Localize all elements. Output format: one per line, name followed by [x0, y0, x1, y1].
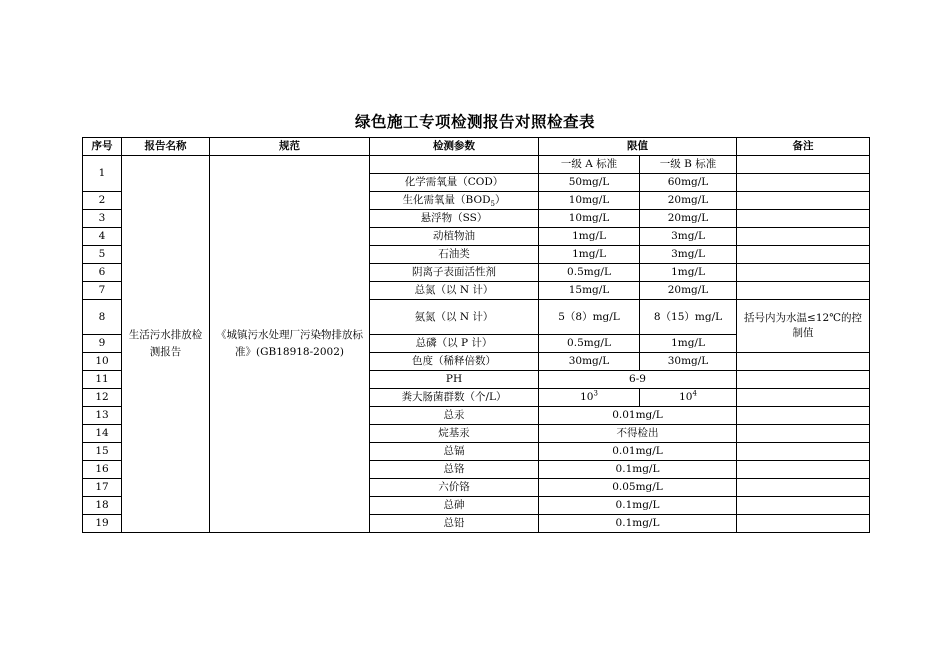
parameter-cell	[370, 407, 539, 425]
parameter-label: 化学需氧量（COD）	[404, 176, 504, 188]
limit-value-cell: 0.01mg/L	[539, 407, 737, 425]
limit-b-cell: 1mg/L	[640, 335, 737, 353]
parameter-cell	[370, 228, 539, 246]
limit-a-cell: 50mg/L	[539, 174, 640, 192]
limit-value-cell: 0.1mg/L	[539, 515, 737, 533]
table-row	[83, 156, 870, 174]
parameter-cell	[370, 389, 539, 407]
parameter-cell	[370, 264, 539, 282]
parameter-cell	[370, 371, 539, 389]
parameter-label: PH	[445, 373, 463, 385]
limit-b-cell: 20mg/L	[640, 282, 737, 300]
header-standard: 规范	[210, 138, 370, 156]
limit-a-cell: 5（8）mg/L	[539, 300, 640, 335]
remark-cell	[737, 246, 870, 264]
parameter-cell	[370, 515, 539, 533]
page-title: 绿色施工专项检测报告对照检查表	[354, 113, 595, 131]
limit-b-cell: 3mg/L	[640, 228, 737, 246]
limit-b-cell: 20mg/L	[640, 210, 737, 228]
parameter-cell	[370, 479, 539, 497]
header-report-name: 报告名称	[122, 138, 210, 156]
remark-cell	[737, 228, 870, 246]
parameter-label: 阴离子表面活性剂	[412, 266, 496, 278]
row-number: 13	[83, 407, 122, 425]
limit-value-cell: 0.1mg/L	[539, 497, 737, 515]
remark-cell	[737, 461, 870, 479]
limit-a-cell: 0.5mg/L	[539, 264, 640, 282]
remark-cell	[737, 497, 870, 515]
limit-a-cell: 30mg/L	[539, 353, 640, 371]
limit-a-cell: 0.5mg/L	[539, 335, 640, 353]
header-row	[83, 138, 870, 156]
limit-b-cell: 3mg/L	[640, 246, 737, 264]
parameter-cell	[370, 174, 539, 192]
row-number: 5	[83, 246, 122, 264]
remark-cell	[737, 425, 870, 443]
parameter-cell	[370, 246, 539, 264]
remark-cell	[737, 210, 870, 228]
limit-b-cell	[640, 389, 737, 407]
parameter-label: 总铅	[443, 517, 465, 529]
parameter-label: 总镉	[443, 445, 465, 457]
parameter-label: 总磷（以 P 计）	[415, 337, 493, 349]
row-number: 14	[83, 425, 122, 443]
remark-cell	[737, 407, 870, 425]
parameter-label: 六价铬	[438, 481, 470, 493]
limit-a-cell: 15mg/L	[539, 282, 640, 300]
parameter-label: 色度（稀释倍数）	[412, 355, 496, 367]
remark-cell	[737, 192, 870, 210]
row-number: 8	[83, 300, 122, 335]
parameter-cell	[370, 335, 539, 353]
parameter-cell	[370, 300, 539, 335]
limit-a-cell: 10mg/L	[539, 192, 640, 210]
row-number: 11	[83, 371, 122, 389]
remark-cell	[737, 443, 870, 461]
limit-subheader-b: 一级 B 标准	[640, 156, 737, 174]
row-number: 10	[83, 353, 122, 371]
row-number: 15	[83, 443, 122, 461]
standard-cell: 《城镇污水处理厂污染物排放标准》(GB18918-2002)	[210, 156, 370, 533]
row-number: 12	[83, 389, 122, 407]
limit-value-cell: 不得检出	[539, 425, 737, 443]
limit-b-cell: 1mg/L	[640, 264, 737, 282]
header-no: 序号	[83, 138, 122, 156]
row-number: 1	[83, 156, 122, 192]
parameter-label: 氨氮（以 N 计）	[414, 310, 494, 323]
limit-b-cell: 60mg/L	[640, 174, 737, 192]
limit-b-cell: 30mg/L	[640, 353, 737, 371]
inspection-table	[82, 137, 870, 533]
header-remark: 备注	[737, 138, 870, 156]
parameter-cell	[370, 353, 539, 371]
parameter-label: 粪大肠菌群数（个/L）	[401, 391, 507, 403]
limit-value-cell: 0.01mg/L	[539, 443, 737, 461]
parameter-label: 动植物油	[433, 230, 475, 242]
header-limit: 限值	[539, 138, 737, 156]
limit-a-exponent: 3	[593, 389, 598, 398]
parameter-cell	[370, 192, 539, 210]
limit-a-cell	[539, 389, 640, 407]
limit-subheader-a: 一级 A 标准	[539, 156, 640, 174]
limit-b-cell: 20mg/L	[640, 192, 737, 210]
parameter-label: 总铬	[443, 463, 465, 475]
parameter-tail: ）	[494, 194, 506, 206]
remark-cell	[737, 353, 870, 371]
row-number: 3	[83, 210, 122, 228]
row-number: 2	[83, 192, 122, 210]
row-number: 9	[83, 335, 122, 353]
parameter-label: 烷基汞	[438, 427, 470, 439]
parameter-cell	[370, 210, 539, 228]
parameter-empty-cell	[370, 156, 539, 174]
remark-cell	[737, 371, 870, 389]
parameter-cell	[370, 461, 539, 479]
parameter-subscript: 5	[490, 200, 495, 209]
parameter-cell	[370, 282, 539, 300]
remark-cell: 括号内为水温≤12℃的控制值	[737, 300, 870, 353]
header-parameter: 检测参数	[370, 138, 539, 156]
limit-a-base: 10	[580, 391, 594, 403]
remark-cell	[737, 479, 870, 497]
limit-a-cell: 10mg/L	[539, 210, 640, 228]
row-number: 4	[83, 228, 122, 246]
remark-cell	[737, 156, 870, 174]
parameter-cell	[370, 425, 539, 443]
row-number: 7	[83, 282, 122, 300]
parameter-label: 总砷	[443, 499, 465, 511]
parameter-label: 生化需氧量（BOD	[402, 194, 491, 206]
limit-value-cell: 6-9	[539, 371, 737, 389]
limit-b-base: 10	[679, 391, 693, 403]
remark-cell	[737, 264, 870, 282]
parameter-label: 总汞	[443, 409, 465, 421]
remark-cell	[737, 515, 870, 533]
row-number: 17	[83, 479, 122, 497]
limit-a-cell: 1mg/L	[539, 228, 640, 246]
limit-value-cell: 0.1mg/L	[539, 461, 737, 479]
limit-a-cell: 1mg/L	[539, 246, 640, 264]
parameter-cell	[370, 497, 539, 515]
row-number: 6	[83, 264, 122, 282]
remark-cell	[737, 389, 870, 407]
parameter-cell	[370, 443, 539, 461]
remark-cell	[737, 282, 870, 300]
remark-cell	[737, 174, 870, 192]
report-name-cell: 生活污水排放检测报告	[122, 156, 210, 533]
parameter-label: 总氮（以 N 计）	[414, 284, 494, 296]
row-number: 16	[83, 461, 122, 479]
parameter-label: 悬浮物（SS）	[420, 212, 488, 224]
parameter-label: 石油类	[438, 248, 470, 260]
limit-value-cell: 0.05mg/L	[539, 479, 737, 497]
limit-b-cell: 8（15）mg/L	[640, 300, 737, 335]
row-number: 19	[83, 515, 122, 533]
row-number: 18	[83, 497, 122, 515]
limit-b-exponent: 4	[692, 389, 697, 398]
